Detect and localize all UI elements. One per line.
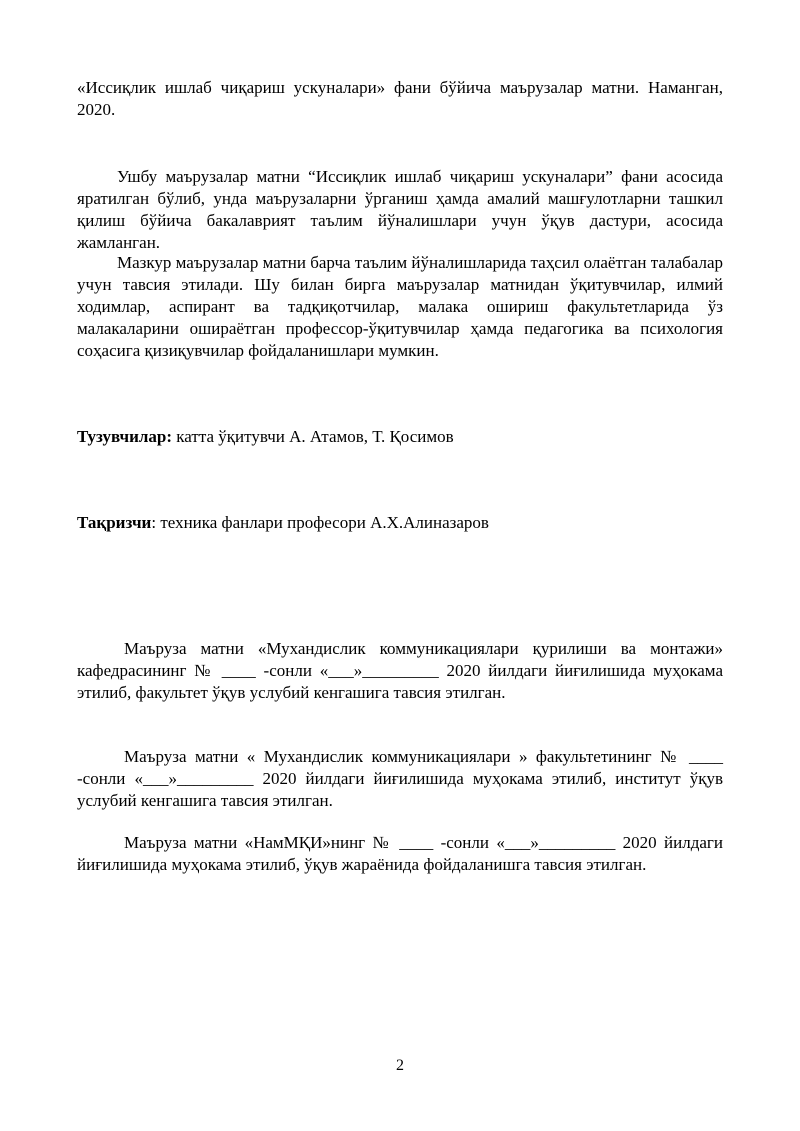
compilers-names: катта ўқитувчи А. Атамов, Т. Қосимов <box>172 427 454 446</box>
document-title-line: «Иссиқлик ишлаб чиқариш ускуналари» фани бўйича маърузалар матни. Наманган, 2020. <box>77 78 723 119</box>
intro-paragraph-2: Мазкур маърузалар матни барча таълим йўналишларида таҳсил олаётган талабалар учун тавсия этилади. Шу билан бирга маърузалар матнидан ўқитувчилар, илмий ходимлар, аспирант ва тадқиқотчилар, малака ошириш факультетларида ўз малакаларини ошираётган профессор-ўқитувчилар ҳамда педагогика ва психология соҳасига қизиқувчилар фойдаланишлари мумкин. <box>77 253 723 360</box>
approval-institute: Маъруза матни «НамМҚИ»нинг № ____ -сонли «___»_________ 2020 йилдаги йиғилишида муҳокама этилиб, ўқув жараёнида фойдаланишга тавсия этилган. <box>77 833 723 874</box>
compilers-line <box>77 426 723 448</box>
reviewer-label: Тақризчи <box>77 513 152 532</box>
approval-department: Маъруза матни «Мухандислик коммуникациялари қурилиши ва монтажи» кафедрасининг № ____ -сонли «___»_________ 2020 йилдаги йиғилишида муҳокама этилиб, факультет ўқув услубий кенгашига тавсия этилган. <box>77 639 723 702</box>
compilers-label: Тузувчилар: <box>77 427 173 446</box>
intro-paragraph-1: Ушбу маърузалар матни “Иссиқлик ишлаб чиқариш ускуналари” фани асосида яратилган бўлиб, унда маърузаларни ўрганиш ҳамда амалий машғулотларни ташкил қилиш бўйича бакалаврият таълим йўналишлари учун ўқув дастури, асосида жамланган. <box>77 167 723 252</box>
approval-faculty: Маъруза матни « Мухандислик коммуникациялари » факультетининг № ____ -сонли «___»_________ 2020 йилдаги йиғилишида муҳокама этилиб, институт ўқув услубий кенгашига тавсия этилган. <box>77 747 723 810</box>
reviewer-line <box>77 512 723 534</box>
page-number: 2 <box>396 1057 404 1074</box>
reviewer-name: : техника фанлари професори А.Х.Алиназаров <box>151 513 489 532</box>
